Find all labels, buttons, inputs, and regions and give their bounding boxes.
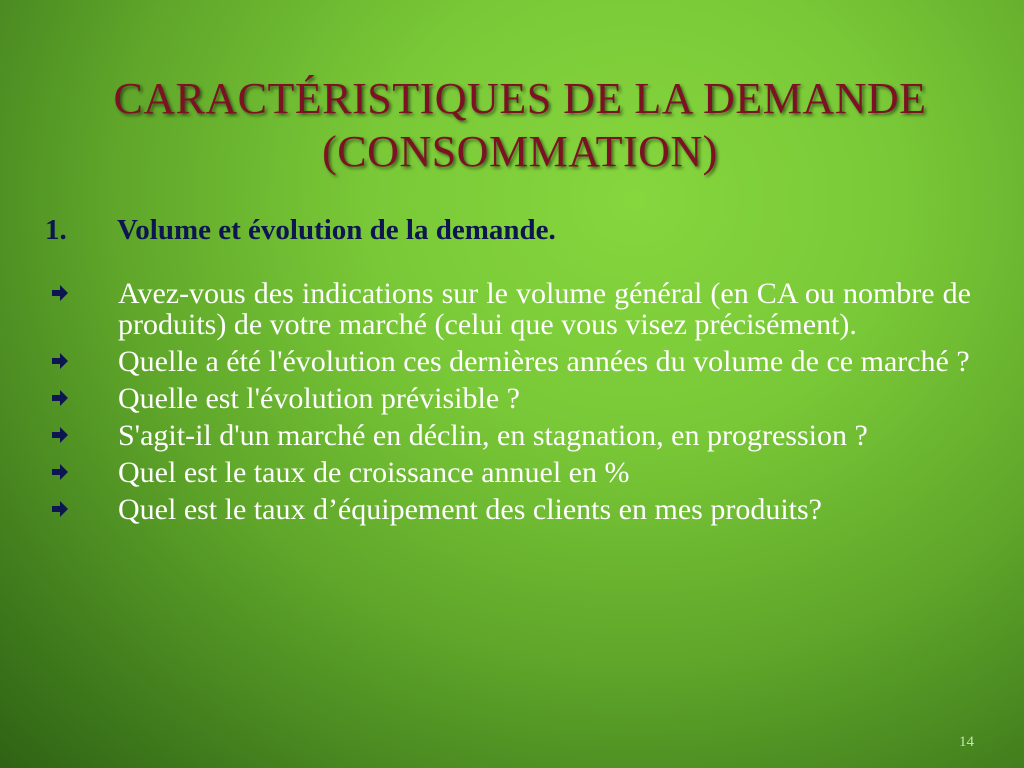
- slide-title: [60, 72, 980, 178]
- arrow-right-icon: [49, 496, 71, 522]
- bullet-item: [45, 420, 971, 451]
- slide-title-line-2: (CONSOMMATION): [322, 127, 718, 176]
- bullet-list: [45, 278, 971, 531]
- slide-title-line-1: CARACTÉRISTIQUES DE LA DEMANDE: [113, 74, 927, 123]
- bullet-item: [45, 494, 971, 525]
- page-number: 14: [959, 734, 974, 750]
- arrow-right-icon: [49, 280, 71, 306]
- bullet-text: Quel est le taux de croissance annuel en %: [118, 456, 630, 489]
- bullet-text: Avez-vous des indications sur le volume général (en CA ou nombre de produits) de votre marché (celui que vous visez précisément).: [118, 277, 971, 341]
- section-heading: [45, 214, 975, 247]
- bullet-text: Quel est le taux d’équipement des clients en mes produits?: [118, 493, 822, 526]
- bullet-item: [45, 383, 971, 414]
- bullet-text: Quelle est l'évolution prévisible ?: [118, 382, 520, 415]
- section-label: Volume et évolution de la demande.: [117, 214, 556, 246]
- arrow-right-icon: [49, 385, 71, 411]
- section-number: 1.: [45, 214, 67, 246]
- bullet-item: [45, 278, 971, 340]
- arrow-right-icon: [49, 348, 71, 374]
- bullet-item: [45, 346, 971, 377]
- arrow-right-icon: [49, 459, 71, 485]
- arrow-right-icon: [49, 422, 71, 448]
- bullet-item: [45, 457, 971, 488]
- bullet-text: S'agit-il d'un marché en déclin, en stagnation, en progression ?: [118, 419, 868, 452]
- bullet-text: Quelle a été l'évolution ces dernières années du volume de ce marché ?: [118, 345, 970, 378]
